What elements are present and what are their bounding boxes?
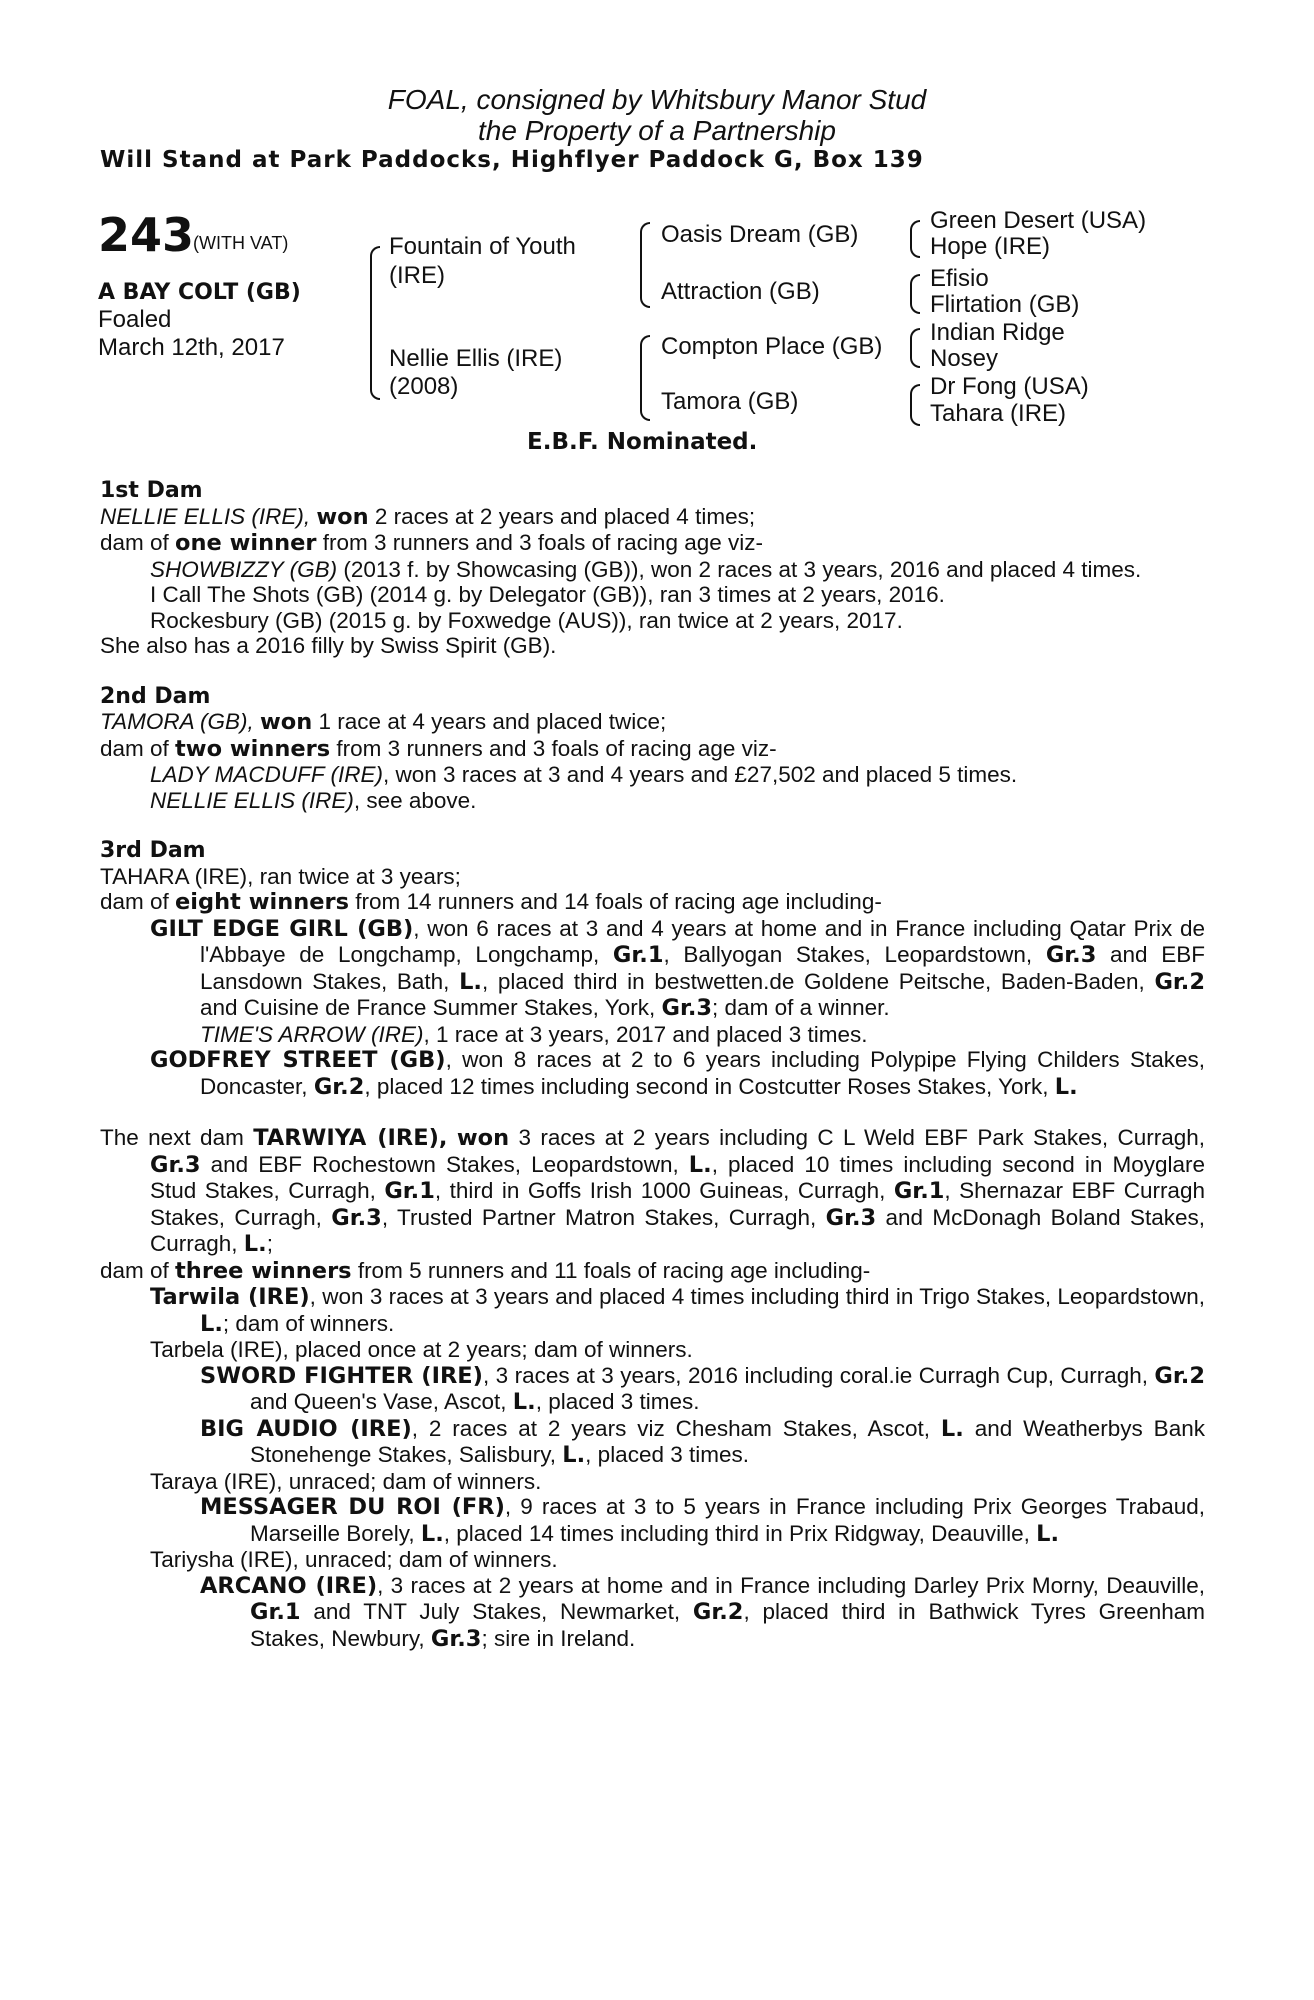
produce-tarbela: Tarbela (IRE), placed once at 2 years; dam of winners.	[150, 1337, 693, 1362]
pedigree-sss: Green Desert (USA)	[930, 207, 1147, 234]
first-dam-produce-summary: dam of one winner from 3 runners and 3 foals of racing age viz-	[100, 530, 763, 556]
ebf-nominated: E.B.F. Nominated.	[527, 429, 758, 455]
first-dam-line: NELLIE ELLIS (IRE), won 2 races at 2 years and placed 4 times;	[100, 503, 756, 530]
brace-dam-line	[640, 335, 650, 421]
lot-number: 243	[98, 208, 195, 262]
brace-ds	[910, 328, 920, 368]
produce-messager-du-roi: MESSAGER DU ROI (FR), 9 races at 3 to 5 years in France including Prix Georges Trabaud, Marseille Borely, L., placed 14 times including third in Prix Ridgway, Deauville, L.	[200, 1494, 1205, 1547]
produce-rockesbury: Rockesbury (GB) (2015 g. by Foxwedge (AUS)), ran twice at 2 years, 2017.	[150, 607, 903, 633]
produce-big-audio: BIG AUDIO (IRE), 2 races at 2 years viz Chesham Stakes, Ascot, L. and Weatherbys Bank Stonehenge Stakes, Salisbury, L., placed 3 times.	[200, 1415, 1205, 1468]
produce-gilt-edge-girl: GILT EDGE GIRL (GB), won 6 races at 3 and 4 years at home and in France including Qatar Prix de l'Abbaye de Longchamp, Longchamp, Gr.1, Ballyogan Stakes, Leopardstown, Gr.3 and EBF Lansdown Stakes, Bath, L., placed third in bestwetten.de Goldene Peitsche, Baden-Baden, Gr.2 and Cuisine de France Summer Stakes, York, Gr.3; dam of a winner.	[150, 915, 1206, 1021]
first-dam-heading: 1st Dam	[100, 478, 203, 503]
produce-nellie-ellis: NELLIE ELLIS (IRE), see above.	[150, 787, 477, 813]
pedigree-dds: Dr Fong (USA)	[930, 373, 1089, 400]
produce-lady-macduff: LADY MACDUFF (IRE), won 3 races at 3 and 4 years and £27,502 and placed 5 times.	[150, 762, 1018, 787]
second-dam-produce-summary: dam of two winners from 3 runners and 3 foals of racing age viz-	[100, 735, 777, 762]
brace-sire-line	[640, 222, 650, 308]
third-dam-produce-summary: dam of eight winners from 14 runners and 14 foals of racing age including-	[100, 889, 882, 915]
foaled-date: March 12th, 2017	[98, 334, 285, 361]
pedigree-sdd: Flirtation (GB)	[930, 291, 1080, 318]
stand-location: Will Stand at Park Paddocks, Highflyer Paddock G, Box 139	[100, 147, 924, 173]
produce-tarwila: Tarwila (IRE), won 3 races at 3 years and placed 4 times including third in Trigo Stakes, Leopardstown, L.; dam of winners.	[150, 1284, 1205, 1337]
first-dam-note: She also has a 2016 filly by Swiss Spirit (GB).	[100, 633, 557, 658]
produce-showbizzy: SHOWBIZZY (GB) (2013 f. by Showcasing (GB)), won 2 races at 3 years, 2016 and placed 4 times.	[150, 556, 1142, 582]
pedigree-sire-sire: Oasis Dream (GB)	[661, 221, 859, 248]
foaled-label: Foaled	[98, 306, 172, 333]
second-dam-line: TAMORA (GB), won 1 race at 4 years and placed twice;	[100, 709, 667, 735]
pedigree-dam-year: (2008)	[389, 373, 459, 400]
pedigree-sire: Fountain of Youth	[389, 233, 576, 260]
pedigree-sds: Efisio	[930, 265, 989, 292]
pedigree-ddd: Tahara (IRE)	[930, 400, 1067, 427]
pedigree-sire-dam: Attraction (GB)	[661, 278, 820, 305]
pedigree-dsd: Nosey	[930, 345, 999, 372]
catalogue-body	[100, 478, 1205, 1652]
second-dam-heading: 2nd Dam	[100, 683, 211, 709]
brace-sd	[910, 274, 920, 314]
third-dam-line: TAHARA (IRE), ran twice at 3 years;	[100, 863, 461, 889]
pedigree-sire-country: (IRE)	[389, 262, 445, 289]
pedigree-dam: Nellie Ellis (IRE)	[389, 345, 563, 372]
produce-arcano: ARCANO (IRE), 3 races at 2 years at home and in France including Darley Prix Morny, Deauville, Gr.1 and TNT July Stakes, Newmarket, Gr.2, placed third in Bathwick Tyres Greenham Stakes, Newbury, Gr.3; sire in Ireland.	[200, 1572, 1205, 1652]
produce-times-arrow: TIME'S ARROW (IRE), 1 race at 3 years, 2017 and placed 3 times.	[200, 1021, 868, 1047]
produce-tariysha: Tariysha (IRE), unraced; dam of winners.	[150, 1547, 558, 1572]
property-line: the Property of a Partnership	[478, 115, 836, 146]
brace-sire-dam	[370, 246, 380, 400]
next-dam-produce-summary: dam of three winners from 5 runners and 11 foals of racing age including-	[100, 1257, 871, 1284]
produce-godfrey-street: GODFREY STREET (GB), won 8 races at 2 to 6 years including Polypipe Flying Childers Stakes, Doncaster, Gr.2, placed 12 times including second in Costcutter Roses Stakes, York, L.	[150, 1047, 1205, 1100]
pedigree-dam-dam: Tamora (GB)	[661, 388, 799, 415]
pedigree-ssd: Hope (IRE)	[930, 233, 1051, 260]
produce-i-call-the-shots: I Call The Shots (GB) (2014 g. by Delegator (GB)), ran 3 times at 2 years, 2016.	[150, 582, 945, 607]
pedigree-dss: Indian Ridge	[930, 319, 1065, 346]
consignor-line: FOAL, consigned by Whitsbury Manor Stud	[387, 84, 927, 115]
vat-label: (WITH VAT)	[193, 233, 289, 253]
lot-title: A BAY COLT (GB)	[98, 280, 301, 305]
produce-sword-fighter: SWORD FIGHTER (IRE), 3 races at 3 years, 2016 including coral.ie Curragh Cup, Curragh, Gr.2 and Queen's Vase, Ascot, L., placed 3 times.	[200, 1362, 1205, 1415]
pedigree-dam-sire: Compton Place (GB)	[661, 333, 883, 360]
produce-taraya: Taraya (IRE), unraced; dam of winners.	[150, 1468, 542, 1494]
brace-ss	[910, 220, 920, 258]
third-dam-heading: 3rd Dam	[100, 838, 206, 863]
next-dam-tarwiya: The next dam TARWIYA (IRE), won 3 races at 2 years including C L Weld EBF Park Stakes, Curragh, Gr.3 and EBF Rochestown Stakes, Leopardstown, L., placed 10 times including second in Moyglare Stud Stakes, Curragh, Gr.1, third in Goffs Irish 1000 Guineas, Curragh, Gr.1, Shernazar EBF Curragh Stakes, Curragh, Gr.3, Trusted Partner Matron Stakes, Curragh, Gr.3 and McDonagh Boland Stakes, Curragh, L.;	[100, 1125, 1206, 1257]
brace-dd	[910, 384, 920, 426]
